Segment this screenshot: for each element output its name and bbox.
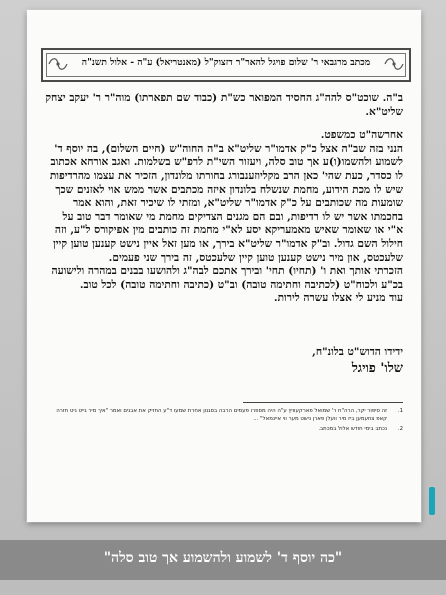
letter-opening: אחרשה"ט כמשפט. [320, 129, 403, 142]
ornament-right-icon [383, 56, 405, 72]
footnote-text: זה סיפור יקר, הרה"ח ר' שמואל פארקעוויץ ע"ה היה מספרו פעמים הרבה בסגנון אחרת שמעו ד"ע החזיק את אבנים ואמר "איך מיר גייט ניט חזרה קאפ צוזעמען ביז מיר וועלן פארן נישט מער ווי איינמאל" ... [56, 408, 387, 422]
signature-name: שלו' פויגל [351, 361, 403, 376]
footnotes [45, 408, 403, 437]
footnote-number: 2. [397, 426, 403, 432]
caption-text: "כה יוסף ד' לשמוע ולהשמוע אך טוב סלה" [103, 550, 343, 566]
footnote-separator [243, 402, 403, 403]
letter-closing-note: עוד מניע לי אצלו עשרה לירות. [273, 292, 403, 305]
header-frame [41, 48, 411, 82]
letter-greeting: ב"ה. שוכט"ס להה"ג החסיד המפואר כש"ת (כבוד שם תפארתו) מוה"ר ר' יעקב יצחק שליט"א. [45, 92, 403, 118]
signature-line-1: ידידו הדוש"ט בלונ"ח, [312, 346, 403, 358]
letter-closing-blessing: הזכרתי אותך ואת ו' (תחיו) תחי' ובירך אתכם לבה"ג ולהושעו בבנים במהרה ולישועה בכ"ע ולכוח"ט (לכתיבה וחתימה טובה) וב"ט (כתיבה וחתימה טובה) לכל טוב. [51, 265, 403, 291]
side-tab-handle[interactable] [429, 487, 435, 515]
footnote-text: נכתב בימי חודש אלול במכתב. [318, 426, 387, 432]
caption-bar [0, 540, 446, 580]
letter-body [45, 92, 403, 376]
footnote-item [45, 408, 403, 423]
signature-block [312, 346, 403, 376]
footnote-number: 1. [397, 408, 403, 414]
letter-header-title: מכתב מרגבאי ר' שלום פויגל להאר"ר דזצוק"ל (מאנטריאל) ע"ה - אלול תשנ"ה [81, 57, 371, 68]
ornament-left-icon [47, 56, 69, 72]
letter-page [27, 10, 421, 522]
footnote-item [45, 426, 403, 434]
letter-main-paragraph: הנני בזה שב"ה אצל כ"ק אדמו"ר שליט"א ב"ה החוה"ש (חיים השלום), בה יוסף ד' לשמוע ולהשמו(ו)ע אך טוב סלה, ויעזור השי"ת לרפ"ש בשלמות. ואגב אורחא אכתוב לו כסדר, כעת שהי' כאן הרב מקליוזענבורג בחורתו מלונדון, הזכיר את עצמו מהרדיפות שיש לו מכת הידוע, מחמת שנשלח בלונדון איזה מכתבים אשר ממש אוי לאזנים שכך שומעות מה שכותבים על כ"ק אדמו"ר שליט"א, ומזתי לו שיכיר זאת, והוא אמר בחכמתו אשר יש לו רדיפות, ובם הם מגנים הצדיקים מחמת מי שאומר דבר טוב על א"י או שאומר שאיש מאמעריקא יסע לא"י מחמת זה כותבים מין אפיקורס ל"ע, וזה חילול השם גדול. וב"ק אדמו"ר שליט"א בירך, או מען זאל איין נישט קענען טוען קיין שלעכטס, און מיר נישט קענען טוען קיין שלעכטס, זה בירך שני פעמים. [49, 142, 403, 264]
